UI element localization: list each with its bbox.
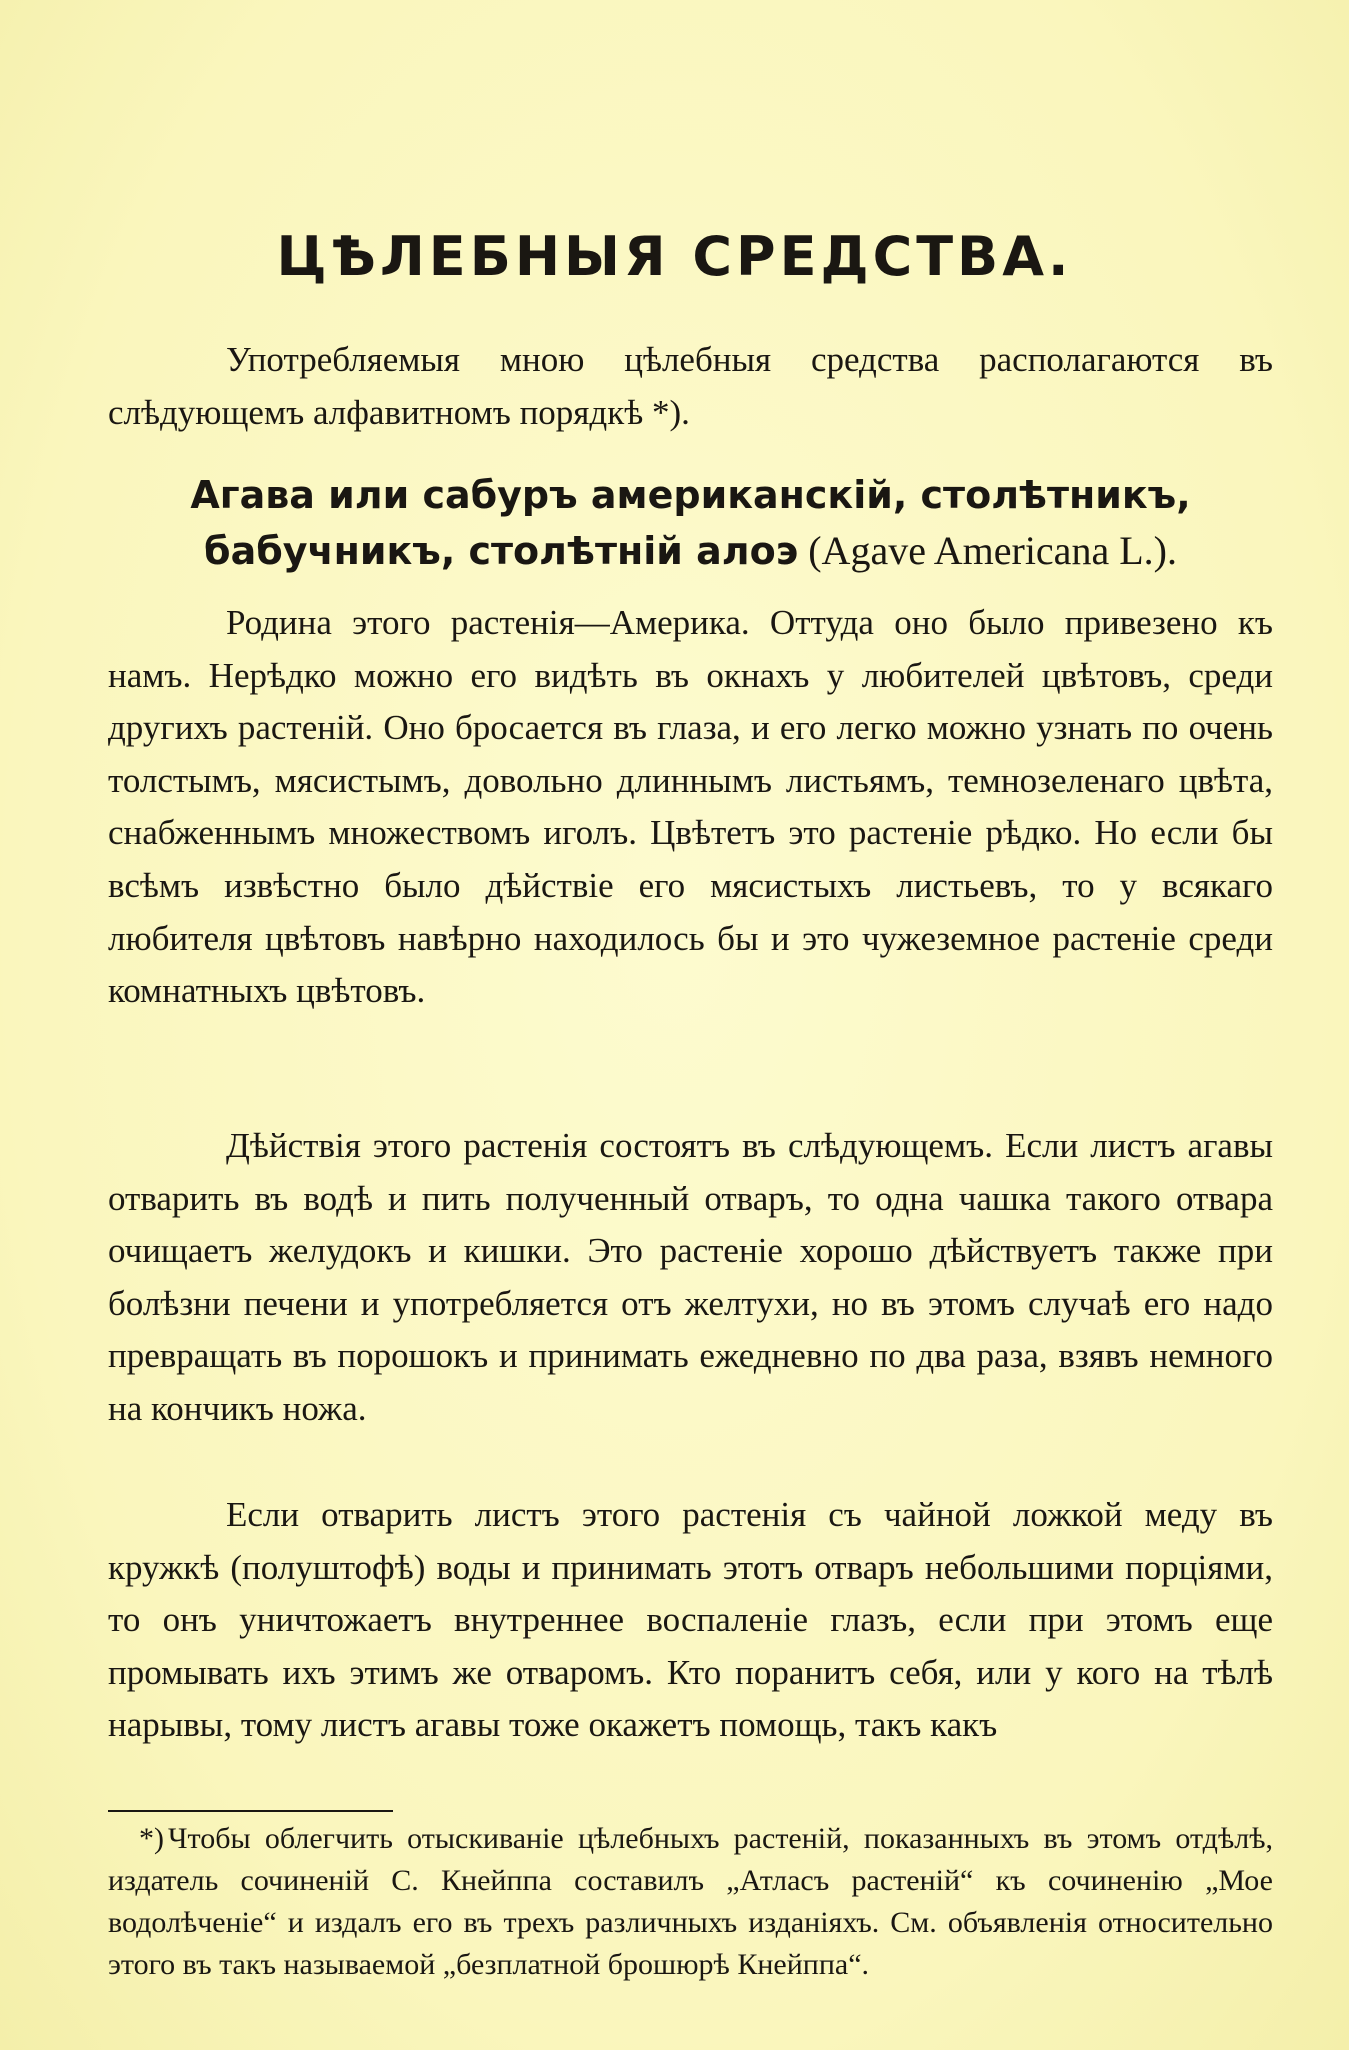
footnote	[108, 1818, 1273, 1986]
footnote-text: Чтобы облегчить отыскиваніе цѣлебныхъ растеній, показанныхъ въ этомъ отдѣлѣ, издатель сочиненій С. Кнейппа составилъ „Атласъ растеній“ къ сочиненію „Мое водолѣченіе“ и издалъ его въ трехъ различныхъ изданіяхъ. См. объявленія относительно этого въ такъ называемой „безплатной брошюрѣ Кнейппа“.	[108, 1822, 1273, 1981]
section-heading-latin: (Agave Americana L.).	[808, 528, 1177, 573]
footnote-marker: *)	[139, 1822, 164, 1855]
page-title: ЦѢЛЕБНЫЯ СРЕДСТВА.	[276, 225, 1073, 288]
body-paragraph-2: Дѣйствія этого растенія состоятъ въ слѣдующемъ. Если листъ агавы отварить въ водѣ и пить полученный отваръ, то одна чашка такого отвара очищаетъ желудокъ и кишки. Это растеніе хорошо дѣйствуетъ также при болѣзни печени и употребляется отъ желтухи, но въ этомъ случаѣ его надо превращать въ порошокъ и принимать ежедневно по два раза, взявъ немного на кончикъ ножа.	[108, 1126, 1273, 1428]
footnote-divider	[108, 1810, 393, 1812]
section-heading	[108, 467, 1273, 579]
intro-paragraph: Употребляемыя мною цѣлебныя средства располагаются въ слѣдующемъ алфавитномъ порядкѣ *).	[108, 340, 1273, 432]
body-paragraph-3: Если отварить листъ этого растенія съ чайной ложкой меду въ кружкѣ (полуштофѣ) воды и принимать этотъ отваръ небольшими порціями, то онъ уничтожаетъ внутреннее воспаленіе глазъ, если при этомъ еще промывать ихъ этимъ же отваромъ. Кто поранитъ себя, или у кого на тѣлѣ нарывы, тому листъ агавы тоже окажетъ помощь, такъ какъ	[108, 1495, 1273, 1745]
section-heading-name: Агава или сабуръ американскій, столѣтникъ, бабучникъ, столѣтній алоэ	[190, 473, 1191, 573]
body-paragraph-1: Родина этого растенія—Америка. Оттуда оно было привезено къ намъ. Нерѣдко можно его видѣть въ окнахъ у любителей цвѣтовъ, среди другихъ растеній. Оно бросается въ глаза, и его легко можно узнать по очень толстымъ, мясистымъ, довольно длиннымъ листьямъ, темнозеленаго цвѣта, снабженнымъ множествомъ иголъ. Цвѣтетъ это растеніе рѣдко. Но если бы всѣмъ извѣстно было дѣйствіе его мясистыхъ листьевъ, то у всякаго любителя цвѣтовъ навѣрно находилось бы и это чужеземное растеніе среди комнатныхъ цвѣтовъ.	[108, 603, 1273, 1011]
